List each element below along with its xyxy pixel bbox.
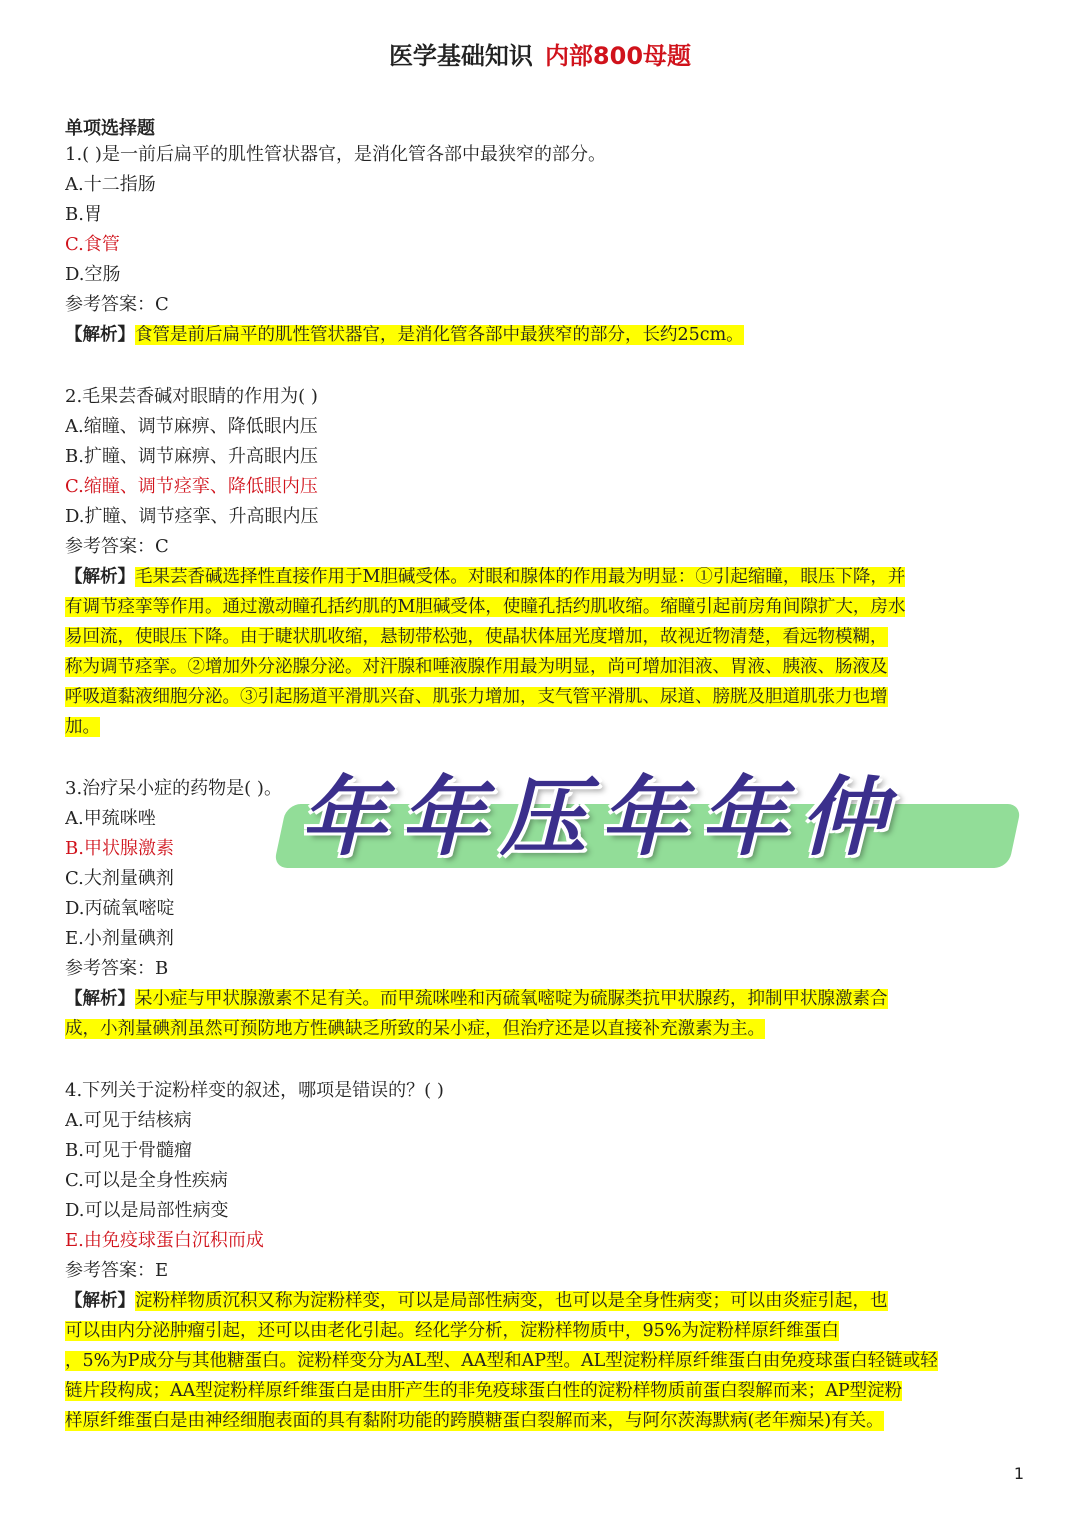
analysis-text: 成，小剂量碘剂虽然可预防地方性碘缺乏所致的呆小症，但治疗还是以直接补充激素为主。 (65, 1019, 765, 1039)
reference-answer: 参考答案：C (65, 294, 169, 315)
reference-answer: 参考答案：E (65, 1260, 169, 1281)
analysis-line (65, 1014, 1015, 1044)
option-a: A.甲巯咪唑 (65, 808, 156, 829)
title-accent: 内部800母题 (544, 42, 692, 70)
question-block (65, 1076, 1015, 1436)
reference-answer: 参考答案：B (65, 958, 169, 979)
question-stem: 4.下列关于淀粉样变的叙述，哪项是错误的？( ) (65, 1080, 444, 1101)
option-c: C.大剂量碘剂 (65, 868, 174, 889)
analysis-text: 加。 (65, 717, 100, 737)
analysis-line (65, 1286, 1015, 1316)
analysis-line (65, 652, 1015, 682)
section-title: 单项选择题 (65, 118, 155, 139)
analysis-text: 易回流，使眼压下降。由于睫状肌收缩，悬韧带松弛，使晶状体屈光度增加，故视近物清楚，看远物模糊， (65, 627, 888, 647)
question-stem: 1.( )是一前后扁平的肌性管状器官，是消化管各部中最狭窄的部分。 (65, 144, 606, 165)
option-a: A.十二指肠 (65, 174, 156, 195)
analysis-line (65, 320, 1015, 350)
analysis-text: 称为调节痉挛。②增加外分泌腺分泌。对汗腺和唾液腺作用最为明显，尚可增加泪液、胃液、胰液、肠液及 (65, 657, 888, 677)
analysis-text: 呆小症与甲状腺激素不足有关。而甲巯咪唑和丙硫氧嘧啶为硫脲类抗甲状腺药，抑制甲状腺激素合 (135, 989, 888, 1009)
page-title (0, 36, 1080, 71)
option-b: B.可见于骨髓瘤 (65, 1140, 192, 1161)
option-a: A.可见于结核病 (65, 1110, 192, 1131)
analysis-text: 淀粉样物质沉积又称为淀粉样变，可以是局部性病变，也可以是全身性病变；可以由炎症引起，也 (135, 1291, 888, 1311)
analysis-line (65, 562, 1015, 592)
analysis-line (65, 682, 1015, 712)
analysis-line (65, 1406, 1015, 1436)
question-block (65, 382, 1015, 742)
question-stem: 3.治疗呆小症的药物是( )。 (65, 778, 282, 799)
option-d: D.扩瞳、调节痉挛、升高眼内压 (65, 506, 319, 527)
analysis-text: 食管是前后扁平的肌性管状器官，是消化管各部中最狭窄的部分，长约25cm。 (135, 325, 744, 345)
analysis-line (65, 712, 1015, 742)
reference-answer: 参考答案：C (65, 536, 169, 557)
option-c: C.可以是全身性疾病 (65, 1170, 228, 1191)
question-block (65, 140, 1015, 350)
watermark-text: 年年压年年仲 (300, 768, 900, 868)
option-e-correct: E.由免疫球蛋白沉积而成 (65, 1230, 264, 1251)
watermark-sticker (280, 748, 1020, 878)
analysis-line (65, 1376, 1015, 1406)
analysis-tag: 【解析】 (65, 989, 135, 1009)
analysis-text: 有调节痉挛等作用。通过激动瞳孔括约肌的M胆碱受体，使瞳孔括约肌收缩。缩瞳引起前房角间隙扩大，房水 (65, 597, 906, 617)
analysis-text: 样原纤维蛋白是由神经细胞表面的具有黏附功能的跨膜糖蛋白裂解而来，与阿尔茨海默病(老年痴呆)有关。 (65, 1411, 884, 1431)
page-number: 1 (1013, 1464, 1024, 1483)
analysis-text: 毛果芸香碱选择性直接作用于M胆碱受体。对眼和腺体的作用最为明显：①引起缩瞳，眼压下降，并 (135, 567, 906, 587)
option-b-correct: B.甲状腺激素 (65, 838, 174, 859)
analysis-line (65, 1316, 1015, 1346)
analysis-line (65, 592, 1015, 622)
option-c-correct: C.缩瞳、调节痉挛、降低眼内压 (65, 476, 318, 497)
option-d: D.可以是局部性病变 (65, 1200, 229, 1221)
analysis-text: 链片段构成；AA型淀粉样原纤维蛋白是由肝产生的非免疫球蛋白性的淀粉样物质前蛋白裂解而来；AP型淀粉 (65, 1381, 903, 1401)
analysis-line (65, 1346, 1015, 1376)
analysis-tag: 【解析】 (65, 325, 135, 345)
analysis-line (65, 984, 1015, 1014)
question-stem: 2.毛果芸香碱对眼睛的作用为( ) (65, 386, 318, 407)
title-main: 医学基础知识 (388, 42, 533, 70)
option-c-correct: C.食管 (65, 234, 120, 255)
option-b: B.胃 (65, 204, 102, 225)
analysis-tag: 【解析】 (65, 567, 135, 587)
option-a: A.缩瞳、调节麻痹、降低眼内压 (65, 416, 318, 437)
analysis-text: 呼吸道黏液细胞分泌。③引起肠道平滑肌兴奋、肌张力增加，支气管平滑肌、尿道、膀胱及胆道肌张力也增 (65, 687, 888, 707)
analysis-line (65, 622, 1015, 652)
option-d: D.空肠 (65, 264, 121, 285)
option-e: E.小剂量碘剂 (65, 928, 174, 949)
analysis-text: 可以由内分泌肿瘤引起，还可以由老化引起。经化学分析，淀粉样物质中，95%为淀粉样原纤维蛋白 (65, 1321, 839, 1341)
option-b: B.扩瞳、调节麻痹、升高眼内压 (65, 446, 318, 467)
option-d: D.丙硫氧嘧啶 (65, 898, 175, 919)
analysis-tag: 【解析】 (65, 1291, 135, 1311)
analysis-text: ，5%为P成分与其他糖蛋白。淀粉样变分为AL型、AA型和AP型。AL型淀粉样原纤维蛋白由免疫球蛋白轻链或轻 (65, 1351, 938, 1371)
